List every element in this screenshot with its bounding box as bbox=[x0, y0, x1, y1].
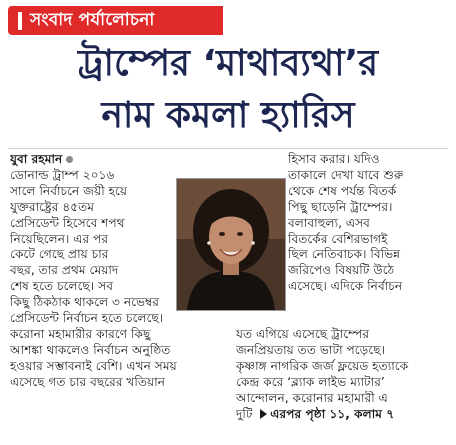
text-line: হিসাব করার। যদিও bbox=[288, 152, 380, 166]
text-line: তাকালে দেখা যাবে শুরু bbox=[288, 167, 404, 182]
page-jump-reference: এরপর পৃষ্ঠা ১১, কলাম ৭ bbox=[270, 406, 395, 421]
article-column-right-top bbox=[288, 152, 448, 295]
text-line: জরিপেও বিষয়টি উঠে bbox=[288, 263, 395, 278]
byline: যুবা রহমান bbox=[10, 152, 63, 166]
text-line: ডোনাল্ড ট্রাম্প ২০১৬ bbox=[10, 167, 115, 182]
jump-line bbox=[236, 407, 448, 423]
text-line: আন্দোলন, করোনার মহামারী এ bbox=[236, 390, 388, 405]
arrow-right-icon bbox=[260, 409, 267, 419]
text-line: প্রেসিডেন্ট হিসেবে শপথ bbox=[10, 215, 125, 230]
byline-line bbox=[10, 152, 172, 168]
dot-icon bbox=[66, 156, 73, 163]
section-tag-bar bbox=[18, 12, 22, 30]
article-column-right bbox=[236, 327, 448, 422]
text-line: হওয়ার সম্ভাবনাই বেশি। এখন সময় bbox=[10, 358, 177, 373]
text-line: যুক্তরাষ্ট্রের ৪৫তম bbox=[10, 199, 95, 214]
text-line: প্রেসিডেন্ট নির্বাচন হতে চলেছে। bbox=[10, 310, 164, 325]
text-line: কৃষ্ণাঙ্গ নাগরিক জর্জ ফ্লয়েড হত্যাকে bbox=[236, 358, 409, 373]
text-line: কিছু ঠিকঠাক থাকলে ৩ নভেম্বর bbox=[10, 295, 159, 309]
section-tag-label: সংবাদ পর্যালোচনা bbox=[30, 9, 155, 30]
text-line: বলাবাহুল্য, এসব bbox=[288, 215, 370, 230]
text-line: পিছু ছাড়েনি ট্রাম্পের। bbox=[288, 199, 393, 214]
text-line: বিতর্কের বেশিরভাগই bbox=[288, 231, 388, 246]
text-line: থেকে শেষ পর্যন্ত বিতর্ক bbox=[288, 183, 397, 198]
text-line: নিয়েছিলেন। এর পর bbox=[10, 231, 109, 246]
text-line: ছিল নেতিবাচক। বিভিন্ন bbox=[288, 247, 401, 262]
headline-divider bbox=[8, 148, 448, 149]
text-line: শেষ হতে চলেছে। সব bbox=[10, 279, 113, 294]
headline-line-2: নাম কমলা হ্যারিস bbox=[101, 95, 355, 136]
text-line: কেটে গেছে প্রায় চার bbox=[10, 247, 109, 262]
text-line: এসেছে গত চার বছরের খতিয়ান bbox=[10, 374, 166, 389]
text-line: জনপ্রিয়তায় তত ভাটা পড়েছে। bbox=[236, 342, 386, 357]
headline-line-1: ট্রাম্পের ‘মাথাব্যথা’র bbox=[77, 43, 379, 84]
text-line: সালে নির্বাচনে জয়ী হয়ে bbox=[10, 183, 128, 198]
text-line: এসেছে। এদিকে নির্বাচন bbox=[288, 279, 403, 294]
portrait-illustration bbox=[177, 179, 285, 310]
text-line: আশঙ্কা থাকলেও নির্বাচন অনুষ্ঠিত bbox=[10, 342, 171, 357]
text-line: যত এগিয়ে এসেছে ট্রাম্পের bbox=[236, 327, 370, 341]
section-tag bbox=[8, 6, 223, 35]
article-column-left-top bbox=[10, 152, 172, 295]
text-line: কেন্দ্র করে ‘ব্ল্যাক লাইভ ম্যাটার’ bbox=[236, 374, 385, 389]
last-word: দুটি bbox=[236, 406, 253, 421]
text-line: বছর, তার প্রথম মেয়াদ bbox=[10, 263, 119, 278]
headline bbox=[8, 38, 448, 142]
portrait-photo bbox=[176, 178, 286, 311]
text-line: করোনা মহামারীর কারণে কিছু bbox=[10, 326, 151, 341]
